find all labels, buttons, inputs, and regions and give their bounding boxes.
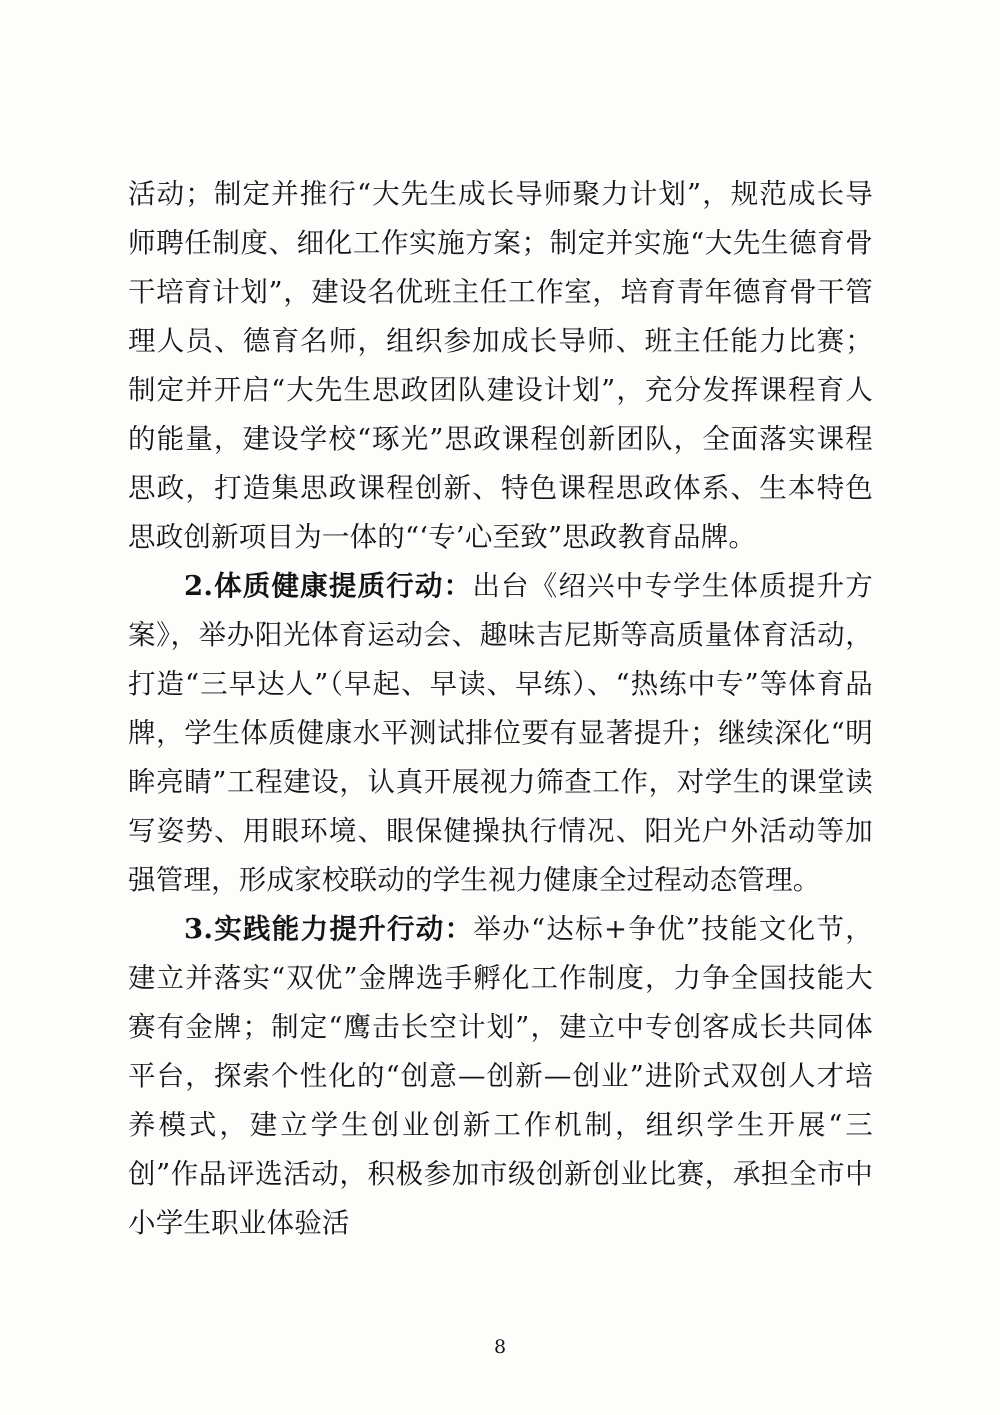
paragraph-text-3: 举办“达标+争优”技能文化节，建立并落实“双优”金牌选手孵化工作制度，力争全国技能大赛有金牌；制定“鹰击长空计划”，建立中专创客成长共同体平台，探索个性化的“创意—创新—创业”进阶式双创人才培养模式，建立学生创业创新工作机制，组织学生开展“三创”作品评选活动，积极参加市级创新创业比赛，承担全市中小学生职业体验活 [128,913,873,1239]
paragraph-item-2 [128,562,873,905]
document-body [128,170,873,1248]
paragraph-text: 活动；制定并推行“大先生成长导师聚力计划”，规范成长导师聘任制度、细化工作实施方案；制定并实施“大先生德育骨干培育计划”，建设名优班主任工作室，培育青年德育骨干管理人员、德育名师，组织参加成长导师、班主任能力比赛；制定并开启“大先生思政团队建设计划”，充分发挥课程育人的能量，建设学校“琢光”思政课程创新团队，全面落实课程思政，打造集思政课程创新、特色课程思政体系、生本特色思政创新项目为一体的“‘专’心至致”思政教育品牌。 [128,178,873,553]
paragraph-lead-3: 3.实践能力提升行动： [184,913,474,945]
page-number: 8 [493,1336,507,1358]
paragraph-lead-2: 2.体质健康提质行动： [184,570,473,602]
paragraph-text-2: 出台《绍兴中专学生体质提升方案》，举办阳光体育运动会、趣味吉尼斯等高质量体育活动，打造“三早达人”（早起、早读、早练）、“热练中专”等体育品牌，学生体质健康水平测试排位要有显著提升；继续深化“明眸亮睛”工程建设，认真开展视力筛查工作，对学生的课堂读写姿势、用眼环境、眼保健操执行情况、阳光户外活动等加强管理，形成家校联动的学生视力健康全过程动态管理。 [128,570,873,896]
paragraph-activity-continued [128,170,873,562]
paragraph-item-3 [128,905,873,1248]
